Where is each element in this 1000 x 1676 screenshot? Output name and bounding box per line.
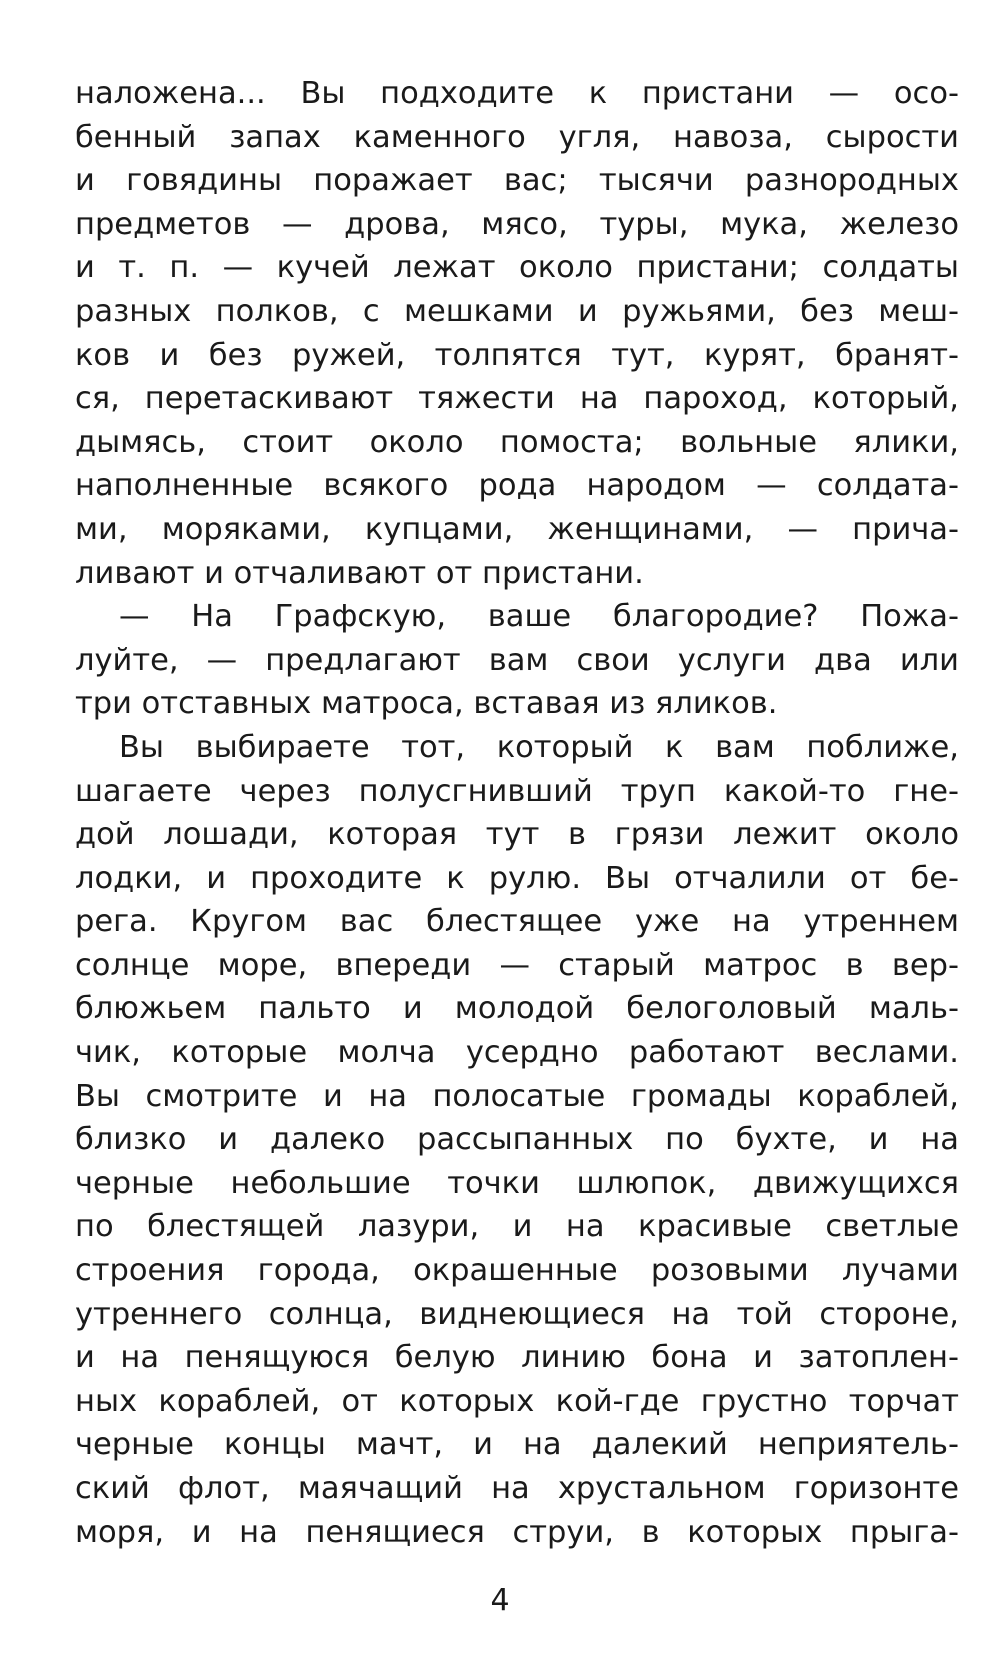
text-line: дой лошади, которая тут в грязи лежит около <box>75 817 959 853</box>
text-line: черные концы мачт, и на далекий неприятель- <box>75 1427 959 1463</box>
text-line: утреннего солнца, виднеющиеся на той стороне, <box>75 1296 959 1332</box>
paragraph-start-line: — На Графскую, ваше благородие? Пожа- <box>119 599 959 635</box>
text-line: чик, которые молча усердно работают веслами. <box>75 1035 959 1071</box>
text-line: наполненные всякого рода народом — солдата- <box>75 468 959 504</box>
text-line: бенный запах каменного угля, навоза, сырости <box>75 119 959 155</box>
text-line: Вы смотрите и на полосатые громады кораблей, <box>75 1078 959 1114</box>
text-line: дымясь, стоит около помоста; вольные ялики, <box>75 424 959 460</box>
text-line: лодки, и проходите к рулю. Вы отчалили от бе- <box>75 860 959 896</box>
text-line: и говядины поражает вас; тысячи разнородных <box>75 163 959 199</box>
text-line: ных кораблей, от которых кой-где грустно торчат <box>75 1383 959 1419</box>
text-line: и т. п. — кучей лежат около пристани; солдаты <box>75 250 959 286</box>
text-line: рега. Кругом вас блестящее уже на утреннем <box>75 904 959 940</box>
text-line: и на пенящуюся белую линию бона и затоплен- <box>75 1340 959 1376</box>
paragraph-end-line: три отставных матроса, вставая из яликов. <box>75 686 778 722</box>
text-line: ский флот, маячащий на хрустальном горизонте <box>75 1471 959 1506</box>
text-line: моря, и на пенящиеся струи, в которых прыга- <box>75 1514 959 1550</box>
text-line: солнце море, впереди — старый матрос в вер- <box>75 947 959 983</box>
text-line: по блестящей лазури, и на красивые светлые <box>75 1209 959 1245</box>
text-line: наложена... Вы подходите к пристани — осо- <box>75 76 959 111</box>
text-line: разных полков, с мешками и ружьями, без меш- <box>75 293 959 329</box>
body-text <box>75 72 959 1554</box>
text-line: черные небольшие точки шлюпок, движущихся <box>75 1165 959 1201</box>
text-line: ся, перетаскивают тяжести на пароход, который, <box>75 381 959 417</box>
text-line: ков и без ружей, толпятся тут, курят, бранят- <box>75 337 959 373</box>
paragraph-start-line: Вы выбираете тот, который к вам поближе, <box>119 729 959 765</box>
text-line: шагаете через полусгнивший труп какой-то гне- <box>75 773 959 809</box>
text-line: близко и далеко рассыпанных по бухте, и на <box>75 1122 959 1158</box>
page-number: 4 <box>490 1583 510 1618</box>
text-line: луйте, — предлагают вам свои услуги два или <box>75 642 959 678</box>
text-line: строения города, окрашенные розовыми лучами <box>75 1253 959 1289</box>
text-line: ми, моряками, купцами, женщинами, — прича- <box>75 511 959 547</box>
text-line: предметов — дрова, мясо, туры, мука, железо <box>75 206 959 242</box>
paragraph-end-line: ливают и отчаливают от пристани. <box>75 555 644 591</box>
text-line: блюжьем пальто и молодой белоголовый маль- <box>75 991 959 1027</box>
